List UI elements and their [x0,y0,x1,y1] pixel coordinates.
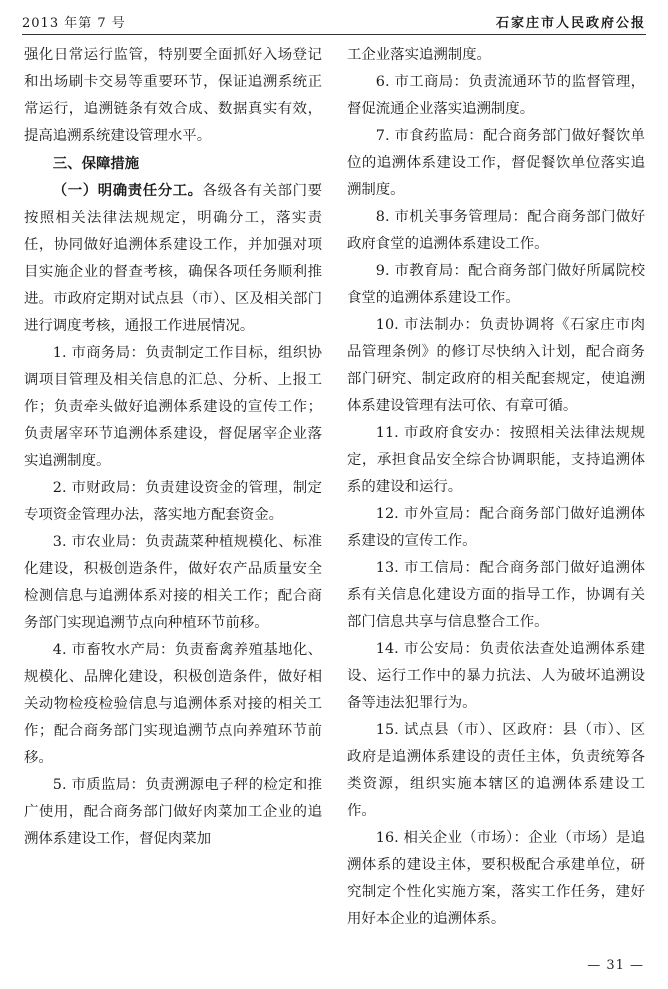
left-column [24,42,322,853]
list-item: 14. 市公安局：负责依法查处追溯体系建设、运行工作中的暴力抗法、人为破坏追溯设备等违法犯罪行为。 [347,641,645,711]
paragraph: 工企业落实追溯制度。 [347,47,491,63]
list-item: 12. 市外宣局：配合商务部门做好追溯体系建设的宣传工作。 [347,506,645,549]
paragraph [24,177,322,340]
list-item: 13. 市工信局：配合商务部门做好追溯体系有关信息化建设方面的指导工作，协调有关部门信息共享与信息整合工作。 [347,560,645,630]
subsection-lead: （一）明确责任分工。 [52,182,203,199]
list-item: 5. 市质监局：负责溯源电子秤的检定和推广使用，配合商务部门做好肉菜加工企业的追溯体系建设工作，督促肉菜加 [24,777,322,847]
list-item: 11. 市政府食安办：按照相关法律法规规定，承担食品安全综合协调职能，支持追溯体系的建设和运行。 [347,425,645,495]
paragraph-body: 各级各有关部门要按照相关法律法规规定，明确分工，落实责任，协同做好追溯体系建设工作，并加强对项目实施企业的督查考核，确保各项任务顺利推进。市政府定期对试点县（市）、区及相关部门进行调度考核，通报工作进展情况。 [24,183,322,334]
list-item: 10. 市法制办：负责协调将《石家庄市肉品管理条例》的修订尽快纳入计划，配合商务部门研究、制定政府的相关配套规定，使追溯体系建设管理有法可依、有章可循。 [347,317,645,414]
list-item: 3. 市农业局：负责蔬菜种植规模化、标准化建设，积极创造条件，做好农产品质量安全检测信息与追溯体系对接的相关工作；配合商务部门实现追溯节点向种植环节前移。 [24,534,322,631]
list-item: 7. 市食药监局：配合商务部门做好餐饮单位的追溯体系建设工作，督促餐饮单位落实追溯制度。 [347,128,645,198]
publication-title: 石家庄市人民政府公报 [495,15,646,31]
list-item: 16. 相关企业（市场）：企业（市场）是追溯体系的建设主体，要积极配合承建单位，研究制定个性化实施方案，落实工作任务，建好用好本企业的追溯体系。 [347,830,645,927]
list-item: 4. 市畜牧水产局：负责畜禽养殖基地化、规模化、品牌化建设，积极创造条件，做好相关动物检疫检验信息与追溯体系对接的相关工作；配合商务部门实现追溯节点向养殖环节前移。 [24,642,322,766]
issue-number: 2013 年第 7 号 [22,15,126,31]
header-rule [22,34,646,35]
section-heading: 三、保障措施 [52,155,140,172]
page-header [22,8,646,34]
page-number: — 31 — [587,958,644,973]
list-item: 15. 试点县（市）、区政府：县（市）、区政府是追溯体系建设的责任主体，负责统筹各类资源，组织实施本辖区的追溯体系建设工作。 [347,722,645,819]
right-column [347,42,645,933]
paragraph: 强化日常运行监管，特别要全面抓好入场登记和出场刷卡交易等重要环节，保证追溯系统正常运行，追溯链条有效合成、数据真实有效，提高追溯系统建设管理水平。 [24,47,322,144]
list-item: 9. 市教育局：配合商务部门做好所属院校食堂的追溯体系建设工作。 [347,263,645,306]
list-item: 8. 市机关事务管理局：配合商务部门做好政府食堂的追溯体系建设工作。 [347,209,645,252]
list-item: 2. 市财政局：负责建设资金的管理，制定专项资金管理办法，落实地方配套资金。 [24,480,322,523]
list-item: 6. 市工商局：负责流通环节的监督管理，督促流通企业落实追溯制度。 [347,74,645,117]
list-item: 1. 市商务局：负责制定工作目标，组织协调项目管理及相关信息的汇总、分析、上报工作；负责牵头做好追溯体系建设的宣传工作；负责屠宰环节追溯体系建设，督促屠宰企业落实追溯制度。 [24,345,322,469]
